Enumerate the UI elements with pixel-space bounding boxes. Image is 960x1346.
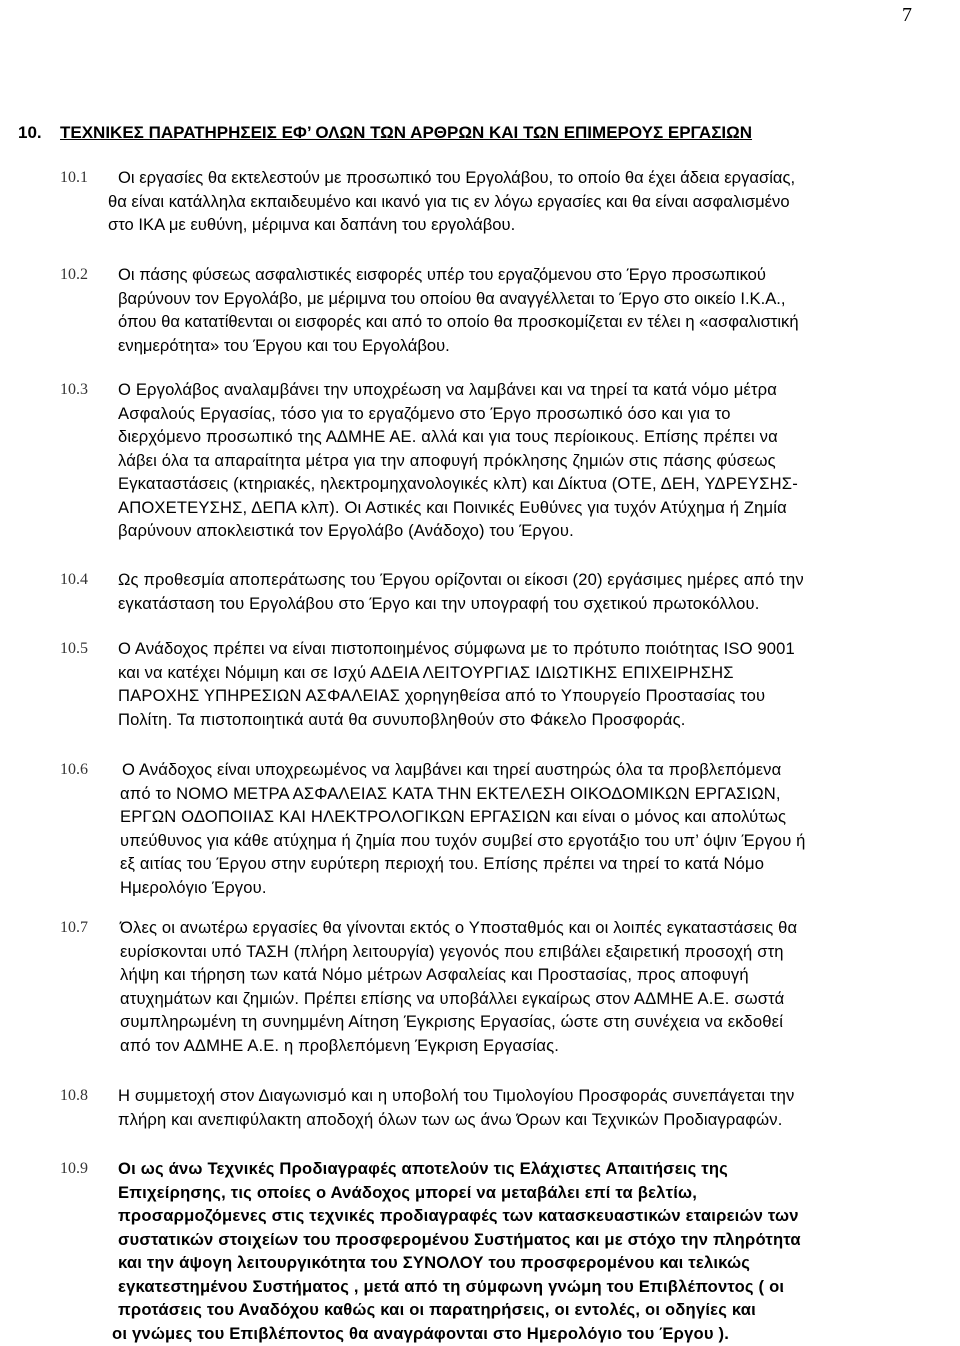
section-10-2 [60, 263, 960, 357]
paragraph-line: εγκατάσταση του Εργολάβου στο Έργο και την υπογραφή του σχετικού πρωτοκόλλου. [118, 593, 760, 613]
section-number: 10.4 [60, 571, 88, 588]
paragraph-line: προτάσεις του Αναδόχου καθώς και οι παρατηρήσεις, οι εντολές, οι οδηγίες και [118, 1300, 756, 1319]
paragraph-line: θα είναι κατάλληλα εκπαιδευμένο και ικανό για τις εν λόγω εργασίες και θα είναι ασφαλισμένο [108, 191, 790, 211]
paragraph-line: εξ αιτίας του Έργου στην ευρύτερη περιοχή του. Επίσης πρέπει να τηρεί το κατά Νόμο [120, 854, 765, 873]
paragraph-line: ΕΡΓΩΝ ΟΔΟΠΟΙΙΑΣ ΚΑΙ ΗΛΕΚΤΡΟΛΟΓΙΚΩΝ ΕΡΓΑΣΙΩΝ και είναι ο μόνος και απολύτως [120, 807, 787, 826]
paragraph-line: διερχόμενο προσωπικό της ΑΔΜΗΕ ΑΕ. αλλά και για τους περίοικους. Επίσης πρέπει να [118, 427, 778, 446]
paragraph-line: οι γνώμες του Επιβλέποντος θα αναγράφονται στο Ημερολόγιο του Έργου ). [112, 1323, 730, 1343]
paragraph-line: Πολίτη. Τα πιστοποιητικά αυτά θα συνυποβληθούν στο Φάκελο Προσφοράς. [118, 709, 686, 729]
paragraph-line: λήψη και τήρηση των κατά Νόμο μέτρων Ασφαλείας και Προστασίας, προς αποφυγή [120, 965, 749, 984]
section-10-6 [60, 758, 960, 899]
paragraph-line: Ασφαλούς Εργασίας, τόσο για το εργαζόμενο στο Έργο προσωπικό όσο και για το [118, 403, 731, 423]
section-number: 10.6 [60, 761, 88, 778]
paragraph-line: Η συμμετοχή στον Διαγωνισμό και η υποβολή του Τιμολογίου Προσφοράς συνεπάγεται την [118, 1086, 795, 1105]
paragraph-line: και την άψογη λειτουργικότητα του ΣΥΝΟΛΟΥ του προσφερομένου και τελικώς [118, 1253, 751, 1272]
paragraph-line: Ο Ανάδοχος είναι υποχρεωμένος να λαμβάνει και τηρεί αυστηρώς όλα τα προβλεπόμενα [122, 760, 782, 779]
paragraph-line: συμπληρωμένη τη συνημμένη Αίτηση Έγκρισης Εργασίας, ώστε στη συνέχεια να εκδοθεί [120, 1012, 784, 1031]
paragraph-line: συστατικών στοιχείων του προσφερομένου Συστήματος και με στόχο την πληρότητα [118, 1229, 801, 1249]
page-number: 7 [902, 4, 912, 26]
section-10-9 [60, 1157, 960, 1345]
paragraph-line: όπου θα κατατίθενται οι εισφορές και από το οποίο θα προσκομίζεται εν τέλει η «ασφαλιστική [118, 312, 799, 331]
section-number: 10.9 [60, 1160, 88, 1177]
section-number: 10.5 [60, 640, 88, 657]
paragraph-line: και να κατέχει Νόμιμη και σε Ισχύ ΑΔΕΙΑ ΛΕΙΤΟΥΡΓΙΑΣ ΙΔΙΩΤΙΚΗΣ ΕΠΙΧΕΙΡΗΣΗΣ [118, 662, 734, 682]
paragraph-line: Οι πάσης φύσεως ασφαλιστικές εισφορές υπέρ του εργαζόμενου στο Έργο προσωπικού [118, 265, 766, 284]
paragraph-line: Ο Ανάδοχος πρέπει να είναι πιστοποιημένος σύμφωνα με το πρότυπο ποιότητας ISO 9001 [118, 639, 795, 658]
paragraph-line: βαρύνουν αποκλειστικά τον Εργολάβο (Ανάδοχο) του Έργου. [118, 521, 574, 540]
section-10-4 [60, 568, 960, 615]
heading-number: 10. [18, 123, 42, 142]
paragraph-line: προσαρμοζόμενες στις τεχνικές προδιαγραφές των κατασκευαστικών εταιρειών των [118, 1206, 799, 1225]
paragraph-line: Οι ως άνω Τεχνικές Προδιαγραφές αποτελούν τις Ελάχιστες Απαιτήσεις της [118, 1159, 728, 1178]
paragraph-line: βαρύνουν τον Εργολάβο, με μέριμνα του οποίου θα αναγγέλλεται το Έργο στο οικείο Ι.Κ.Α., [118, 288, 786, 308]
section-10-3 [60, 378, 960, 543]
paragraph-line: πλήρη και ανεπιφύλακτη αποδοχή όλων των ως άνω Όρων και Τεχνικών Προδιαγραφών. [118, 1109, 783, 1129]
section-10-8 [60, 1084, 960, 1131]
section-10-5 [60, 637, 960, 731]
section-number: 10.8 [60, 1087, 88, 1104]
paragraph-line: υπεύθυνος για κάθε ατύχημα ή ζημία που τυχόν συμβεί στο εργοτάξιο του υπ’ όψιν Έργου ή [120, 830, 806, 850]
paragraph-line: ενημερότητα» του Έργου και του Εργολάβου. [118, 335, 450, 355]
paragraph-line: ευρίσκονται υπό ΤΑΣΗ (πλήρη λειτουργία) γεγονός που επιβάλει εξαιρετική προσοχή στη [120, 941, 784, 961]
heading-title: ΤΕΧΝΙΚΕΣ ΠΑΡΑΤΗΡΗΣΕΙΣ ΕΦ’ ΟΛΩΝ ΤΩΝ ΑΡΘΡΩΝ ΚΑΙ ΤΩΝ ΕΠΙΜΕΡΟΥΣ ΕΡΓΑΣΙΩΝ [60, 123, 753, 142]
paragraph-line: στο ΙΚΑ με ευθύνη, μέριμνα και δαπάνη του εργολάβου. [108, 215, 516, 234]
section-10-7 [60, 916, 960, 1057]
paragraph-line: Οι εργασίες θα εκτελεστούν με προσωπικό του Εργολάβου, το οποίο θα έχει άδεια εργασίας, [118, 168, 796, 187]
paragraph-line: Ο Εργολάβος αναλαμβάνει την υποχρέωση να λαμβάνει και να τηρεί τα κατά νόμο μέτρα [118, 380, 777, 399]
section-number: 10.3 [60, 381, 88, 398]
paragraph-line: Εγκαταστάσεις (κτηριακές, ηλεκτρομηχανολογικές κλπ) και Δίκτυα (ΟΤΕ, ΔΕΗ, ΥΔΡΕΥΣΗΣ- [118, 474, 798, 493]
paragraph-line: εγκατεστημένου Συστήματος , μετά από τη σύμφωνη γνώμη του Επιβλέποντος ( οι [118, 1276, 785, 1296]
paragraph-line: ατυχημάτων και ζημιών. Πρέπει επίσης να υποβάλλει εγκαίρως στον ΑΔΜΗΕ Α.Ε. σωστά [120, 988, 785, 1008]
paragraph-line: λάβει όλα τα απαραίτητα μέτρα για την αποφυγή πρόκλησης ζημιών στις πάσης φύσεως [118, 450, 776, 470]
section-number: 10.1 [60, 169, 88, 186]
paragraph-line: Επιχείρησης, τις οποίες ο Ανάδοχος μπορεί να μεταβάλει επί τα βελτίω, [118, 1182, 698, 1202]
section-10-1 [60, 166, 960, 237]
section-number: 10.7 [60, 919, 88, 936]
paragraph-line: ΑΠΟΧΕΤΕΥΣΗΣ, ΔΕΠΑ κλπ). Οι Αστικές και Ποινικές Ευθύνες για τυχόν Ατύχημα ή Ζημία [118, 497, 787, 517]
paragraph-line: ΠΑΡΟΧΗΣ ΥΠΗΡΕΣΙΩΝ ΑΣΦΑΛΕΙΑΣ χορηγηθείσα από το Υπουργείο Προστασίας του [118, 686, 766, 705]
paragraph-line: Ημερολόγιο Έργου. [120, 877, 267, 897]
paragraph-line: Ως προθεσμία αποπεράτωσης του Έργου ορίζονται οι είκοσι (20) εργάσιμες ημέρες από την [118, 570, 804, 589]
section-heading [18, 123, 752, 143]
paragraph-line: από τον ΑΔΜΗΕ Α.Ε. η προβλεπόμενη Έγκριση Εργασίας. [120, 1035, 560, 1055]
paragraph-line: Όλες οι ανωτέρω εργασίες θα γίνονται εκτός ο Υποσταθμός και οι λοιπές εγκαταστάσεις θα [120, 918, 798, 937]
section-number: 10.2 [60, 266, 88, 283]
paragraph-line: από το ΝΟΜΟ ΜΕΤΡΑ ΑΣΦΑΛΕΙΑΣ ΚΑΤΑ ΤΗΝ ΕΚΤΕΛΕΣΗ ΟΙΚΟΔΟΜΙΚΩΝ ΕΡΓΑΣΙΩΝ, [120, 783, 781, 803]
